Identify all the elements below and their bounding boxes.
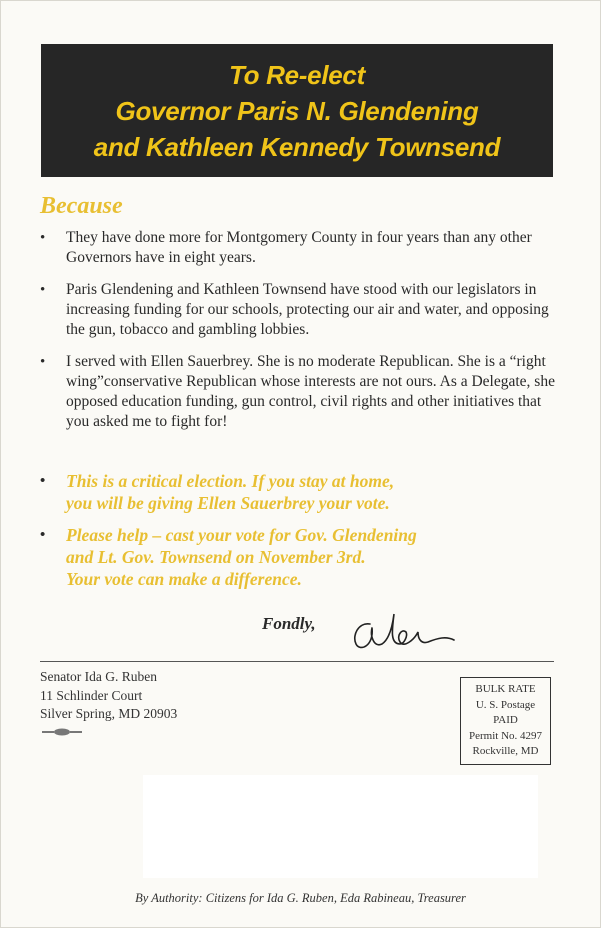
header-line-2: Governor Paris N. Glendening [115, 95, 479, 126]
reason-item [40, 228, 565, 268]
appeals-list [40, 470, 570, 600]
postage-line-4: Permit No. 4297 [468, 729, 543, 742]
return-address [40, 668, 177, 724]
postage-line-1: BULK RATE [475, 683, 536, 695]
postage-line-2: U. S. Postage [475, 698, 536, 711]
closing-text: Fondly, [262, 614, 316, 633]
sender-city: Silver Spring, MD 20903 [40, 706, 178, 721]
section-divider [40, 661, 554, 662]
reason-item [40, 352, 565, 432]
appeal-line: you will be giving Ellen Sauerbrey your vote. [66, 493, 390, 513]
postage-line-5: Rockville, MD [472, 745, 539, 757]
bullet-icon: • [40, 282, 46, 298]
appeal-line: Please help – cast your vote for Gov. Glendening [66, 525, 417, 545]
reason-text: They have done more for Montgomery County in four years than any other Governors have in eight years. [66, 229, 532, 266]
bullet-icon: • [40, 230, 46, 246]
header-line-3: and Kathleen Kennedy Townsend [93, 131, 501, 162]
because-heading: Because [40, 193, 123, 219]
reasons-list [40, 228, 565, 444]
address-label-area [143, 775, 538, 878]
reason-text: I served with Ellen Sauerbrey. She is no moderate Republican. She is a “right wing”conservative Republican whose interests are not ours. As a Delegate, she opposed education funding, gun control, civil rights and other initiatives that you asked me to fight for! [66, 353, 555, 430]
sender-name: Senator Ida G. Ruben [40, 669, 157, 684]
reason-text: Paris Glendening and Kathleen Townsend have stood with our legislators in increasing funding for our schools, protecting our air and water, and opposing the gun, tobacco and gambling lobbies. [66, 281, 549, 338]
header-line-1: To Re-elect [229, 59, 365, 90]
appeal-item [40, 470, 570, 514]
appeal-line: Your vote can make a difference. [66, 569, 302, 589]
reason-item [40, 280, 565, 340]
bullet-icon: • [40, 473, 46, 489]
authority-line: By Authority: Citizens for Ida G. Ruben, Eda Rabineau, Treasurer [135, 891, 466, 905]
bullet-icon: • [40, 527, 46, 543]
postage-indicia [460, 677, 551, 765]
union-bug-icon [40, 728, 84, 736]
appeal-line: This is a critical election. If you stay at home, [66, 471, 395, 491]
signature-icon [348, 606, 458, 654]
header-banner [41, 44, 553, 177]
appeal-line: and Lt. Gov. Townsend on November 3rd. [66, 547, 366, 567]
appeal-item [40, 524, 570, 590]
postage-line-3: PAID [493, 714, 518, 726]
bullet-icon: • [40, 354, 46, 370]
sender-street: 11 Schlinder Court [40, 687, 143, 703]
